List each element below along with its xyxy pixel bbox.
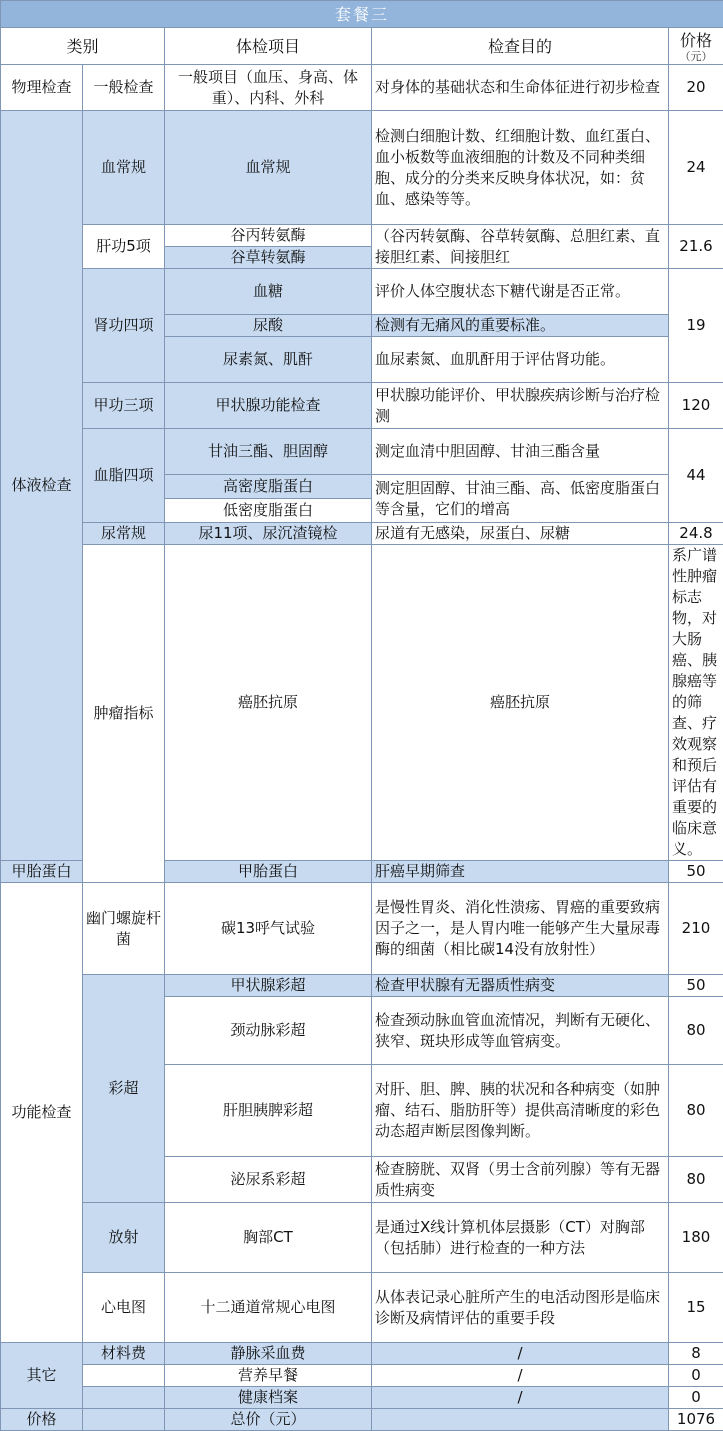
purpose-liver: （谷丙转氨酶、谷草转氨酶、总胆红素、直接胆红素、间接胆红 xyxy=(372,225,669,269)
sub-kidney: 肾功四项 xyxy=(83,269,165,383)
item-tg-cholesterol: 甘油三酯、胆固醇 xyxy=(165,429,372,475)
item-chest-ct: 胸部CT xyxy=(165,1203,372,1273)
item-us-thyroid: 甲状腺彩超 xyxy=(165,975,372,997)
sub-empty-archive xyxy=(83,1387,165,1409)
purpose-blood-draw: / xyxy=(372,1343,669,1365)
item-thyroid-function: 甲状腺功能检查 xyxy=(165,383,372,429)
sub-urine: 尿常规 xyxy=(83,523,165,545)
price-general: 20 xyxy=(669,65,723,111)
item-blood-routine: 血常规 xyxy=(165,111,372,225)
header-item: 体检项目 xyxy=(165,28,372,65)
item-blood-draw: 静脉采血费 xyxy=(165,1343,372,1365)
item-ldl: 低密度脂蛋白 xyxy=(165,499,372,523)
sub-empty-breakfast xyxy=(83,1365,165,1387)
price-blood-routine: 24 xyxy=(669,111,723,225)
price-blood-draw: 8 xyxy=(669,1343,723,1365)
price-lipid: 44 xyxy=(669,429,723,523)
purpose-hdl-ldl: 测定胆固醇、甘油三酯、高、低密度脂蛋白等含量，它们的增高 xyxy=(372,475,669,523)
item-glucose: 血糖 xyxy=(165,269,372,315)
sub-material: 材料费 xyxy=(83,1343,165,1365)
price-thyroid-function: 120 xyxy=(669,383,723,429)
purpose-bun-creatinine: 血尿素氮、血肌酐用于评估肾功能。 xyxy=(372,337,669,383)
purpose-chest-ct: 是通过X线计算机体层摄影（CT）对胸部（包括肺）进行检查的一种方法 xyxy=(372,1203,669,1273)
purpose-us-thyroid: 检查甲状腺有无器质性病变 xyxy=(372,975,669,997)
price-afp: 50 xyxy=(669,861,723,883)
purpose-empty-total xyxy=(372,1409,669,1431)
item-us-urinary: 泌尿系彩超 xyxy=(165,1157,372,1203)
category-total: 价格 xyxy=(1,1409,83,1431)
sub-radiation: 放射 xyxy=(83,1203,165,1273)
sub-ecg: 心电图 xyxy=(83,1273,165,1343)
price-us-urinary: 80 xyxy=(669,1157,723,1203)
item-c13-breath: 碳13呼气试验 xyxy=(165,883,372,975)
header-purpose: 检查目的 xyxy=(372,28,669,65)
sub-blood-routine: 血常规 xyxy=(83,111,165,225)
item-ecg: 十二通道常规心电图 xyxy=(165,1273,372,1343)
purpose-blood-routine: 检测白细胞计数、红细胞计数、血红蛋白、血小板数等血液细胞的计数及不同种类细胞、成分的分类来反映身体状况，如：贫血、感染等等。 xyxy=(372,111,669,225)
total-label: 总价（元） xyxy=(165,1409,372,1431)
total-price: 1076 xyxy=(669,1409,723,1431)
purpose-urine: 尿道有无感染，尿蛋白、尿糖 xyxy=(372,523,669,545)
purpose-us-liver: 对肝、胆、脾、胰的状况和各种病变（如肿瘤、结石、脂肪肝等）提供高清晰度的彩色动态超声断层图像判断。 xyxy=(372,1065,669,1157)
header-category: 类别 xyxy=(1,28,165,65)
category-physical: 物理检查 xyxy=(1,65,83,111)
item-afp: 甲胎蛋白 xyxy=(165,861,372,883)
purpose-general: 对身体的基础状态和生命体征进行初步检查 xyxy=(372,65,669,111)
sub-liver: 肝功5项 xyxy=(83,225,165,269)
price-us-carotid: 80 xyxy=(669,997,723,1065)
header-price-label: 价格 xyxy=(680,31,712,50)
purpose-cea: 系广谱性肿瘤标志物，对大肠癌、胰腺癌等的筛查、疗效观察和预后评估有重要的临床意义。 xyxy=(669,545,723,861)
category-other: 其它 xyxy=(1,1343,83,1409)
category-body-fluid: 体液检查 xyxy=(1,111,83,861)
price-c13-breath: 210 xyxy=(669,883,723,975)
price-us-thyroid: 50 xyxy=(669,975,723,997)
item-breakfast: 营养早餐 xyxy=(165,1365,372,1387)
sub-cea: 癌胚抗原 xyxy=(165,545,372,861)
category-tumor: 肿瘤指标 xyxy=(83,545,165,883)
item-urine: 尿11项、尿沉渣镜检 xyxy=(165,523,372,545)
item-cea: 癌胚抗原 xyxy=(372,545,669,861)
price-urine: 24.8 xyxy=(669,523,723,545)
price-archive: 0 xyxy=(669,1387,723,1409)
item-alt: 谷丙转氨酶 xyxy=(165,225,372,247)
purpose-us-carotid: 检查颈动脉血管血流情况，判断有无硬化、狭窄、斑块形成等血管病变。 xyxy=(372,997,669,1065)
item-archive: 健康档案 xyxy=(165,1387,372,1409)
purpose-thyroid-function: 甲状腺功能评价、甲状腺疾病诊断与治疗检测 xyxy=(372,383,669,429)
header-price xyxy=(669,28,723,65)
item-us-liver: 肝胆胰脾彩超 xyxy=(165,1065,372,1157)
sub-empty-total xyxy=(83,1409,165,1431)
item-bun-creatinine: 尿素氮、肌酐 xyxy=(165,337,372,383)
purpose-us-urinary: 检查膀胱、双肾（男士含前列腺）等有无器质性病变 xyxy=(372,1157,669,1203)
purpose-archive: / xyxy=(372,1387,669,1409)
sub-thyroid-function: 甲功三项 xyxy=(83,383,165,429)
purpose-ecg: 从体表记录心脏所产生的电活动图形是临床诊断及病情评估的重要手段 xyxy=(372,1273,669,1343)
purpose-glucose: 评价人体空腹状态下糖代谢是否正常。 xyxy=(372,269,669,315)
header-price-unit: （元） xyxy=(672,51,720,63)
sub-lipid: 血脂四项 xyxy=(83,429,165,523)
item-general: 一般项目（血压、身高、体重）、内科、外科 xyxy=(165,65,372,111)
item-ast: 谷草转氨酶 xyxy=(165,247,372,269)
purpose-uric-acid: 检测有无痛风的重要标准。 xyxy=(372,315,669,337)
item-uric-acid: 尿酸 xyxy=(165,315,372,337)
purpose-c13-breath: 是慢性胃炎、消化性溃疡、胃癌的重要致病因子之一，是人胃内唯一能够产生大量尿毒酶的细菌（相比碳14没有放射性） xyxy=(372,883,669,975)
sub-afp: 甲胎蛋白 xyxy=(1,861,83,883)
price-us-liver: 80 xyxy=(669,1065,723,1157)
price-breakfast: 0 xyxy=(669,1365,723,1387)
sub-hp: 幽门螺旋杆菌 xyxy=(83,883,165,975)
item-us-carotid: 颈动脉彩超 xyxy=(165,997,372,1065)
price-kidney: 19 xyxy=(669,269,723,383)
price-chest-ct: 180 xyxy=(669,1203,723,1273)
sub-ultrasound: 彩超 xyxy=(83,975,165,1203)
purpose-afp: 肝癌早期筛查 xyxy=(372,861,669,883)
package-title: 套餐三 xyxy=(1,1,723,28)
price-liver: 21.6 xyxy=(669,225,723,269)
purpose-tg-cholesterol: 测定血清中胆固醇、甘油三酯含量 xyxy=(372,429,669,475)
purpose-breakfast: / xyxy=(372,1365,669,1387)
item-hdl: 高密度脂蛋白 xyxy=(165,475,372,499)
price-ecg: 15 xyxy=(669,1273,723,1343)
category-function: 功能检查 xyxy=(1,883,83,1343)
sub-general: 一般检查 xyxy=(83,65,165,111)
